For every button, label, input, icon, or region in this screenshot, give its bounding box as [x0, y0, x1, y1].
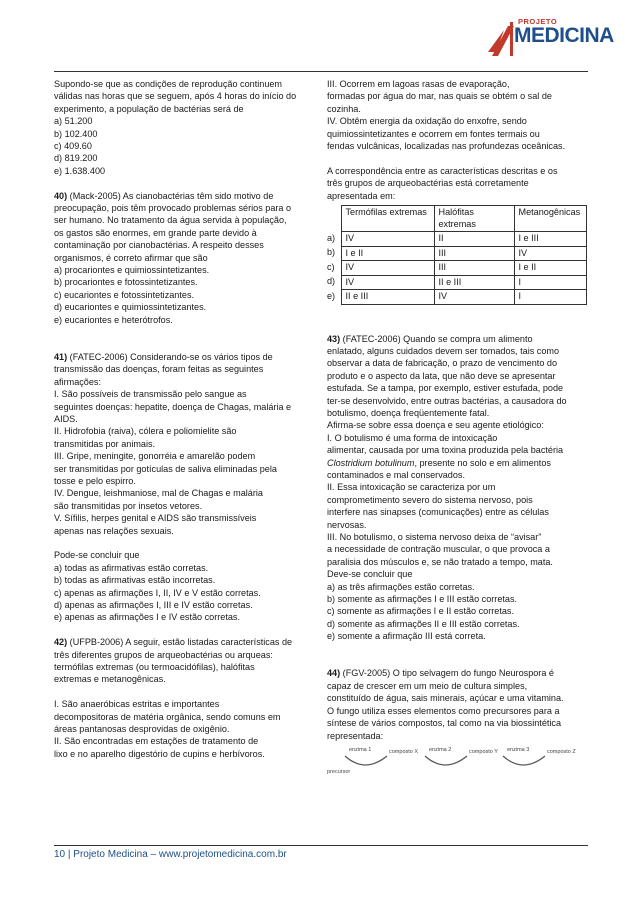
text-line: observar a data de fabricação, o prazo de vencimento do	[327, 358, 558, 369]
species-name: Clostridium botulinum	[327, 457, 415, 468]
left-column	[54, 78, 312, 760]
text-line: três grupos de arqueobactérias está corretamente	[327, 178, 529, 189]
blank-line	[54, 624, 312, 636]
text-line: b) somente as afirmações I e III estão corretas.	[327, 594, 518, 605]
text-line: lixo e no aparelho digestório de cupins e herbívoros.	[54, 748, 265, 759]
text-line: apenas nas relações sexuais.	[54, 525, 174, 536]
table-cell: II e III	[341, 290, 434, 305]
page-footer: 10 | Projeto Medicina – www.projetomedicina.com.br	[54, 849, 287, 860]
text-line: II. Hidrofobia (raiva), cólera e poliomielite são	[54, 426, 237, 437]
table-cell: I e II	[341, 246, 434, 261]
text-line: c) eucariontes e fotossintetizantes.	[54, 289, 195, 300]
text-line: comprometimento severo do sistema nervoso, pois	[327, 494, 533, 505]
text-line: tosse e pelo espirro.	[54, 475, 136, 486]
table-header-cell: Termófilas extremas	[341, 206, 434, 232]
text-line: alimentar, causada por uma toxina produzida pela bactéria	[327, 445, 564, 456]
table-cell: I e III	[514, 232, 586, 247]
right-top-text	[327, 78, 589, 202]
text-line: a) as três afirmações estão corretas.	[327, 581, 475, 592]
table-cell: III	[434, 261, 514, 276]
enzyme-1-arc	[345, 756, 387, 765]
text-line: são transmitidas por insetos vetores.	[54, 500, 203, 511]
projeto-medicina-logo	[484, 8, 614, 66]
question-heading: 44) (FGV-2005) O tipo selvagem do fungo Neurospora é	[327, 668, 554, 679]
question-number: 43)	[327, 333, 341, 344]
text-line: constituído de água, sais minerais, açúcar e uma vitamina.	[327, 693, 564, 704]
table-header-row	[327, 206, 586, 232]
text-line: preocupação, pois têm provocado problemas sérios para o	[54, 203, 292, 214]
text-line: representada:	[327, 730, 384, 741]
text-line: experimento, a população de bactérias será de	[54, 103, 244, 114]
table-cell: II e III	[434, 275, 514, 290]
text-line: IV. Dengue, leishmaniose, mal de Chagas e malária	[54, 488, 263, 499]
text-line: transmissão das doenças, foram feitas as seguintes	[54, 364, 264, 375]
text-line: apresentada em:	[327, 190, 396, 201]
table-cell: IV	[341, 261, 434, 276]
enzyme-2-arc	[425, 756, 467, 765]
biosynthetic-pathway-figure	[327, 744, 589, 776]
blank-line	[54, 326, 312, 338]
text-line: b) procariontes e fotossintetizantes.	[54, 277, 198, 288]
text-line: ser transmitidas por gotículas de saliva eliminadas pela	[54, 463, 277, 474]
table-cell: II	[434, 232, 514, 247]
text-line: V. Sífilis, herpes genital e AIDS são transmissíveis	[54, 513, 257, 524]
text-line: a) procariontes e quimiossintetizantes.	[54, 265, 210, 276]
text-line: e) 1.638.400	[54, 165, 106, 176]
text-line: e) somente a afirmação III está correta.	[327, 631, 486, 642]
right-column	[327, 78, 589, 776]
text-line: d) eucariontes e quimiossintetizantes.	[54, 302, 207, 313]
text-line: e) apenas as afirmações I e IV estão corretas.	[54, 612, 241, 623]
text-line: b) 102.400	[54, 128, 98, 139]
question-heading: 41) (FATEC-2006) Considerando-se os vários tipos de	[54, 351, 273, 362]
enzyme-2-label: enzima 2	[429, 746, 452, 753]
text-line: II. Essa intoxicação se caracteriza por um	[327, 482, 496, 493]
text-line: ter-se desenvolvido, entre outras bactérias, a causadora do	[327, 395, 567, 406]
text-line: os gastos são enormes, em grande parte devido à	[54, 227, 257, 238]
text-line: d) 819.200	[54, 153, 98, 164]
text-line: quimiossintetizantes e ocorrem em fontes termais ou	[327, 128, 540, 139]
text-line: decompositoras de matéria orgânica, sendo comuns em	[54, 711, 281, 722]
table-row	[327, 246, 586, 261]
blank-line	[54, 339, 312, 351]
table-row	[327, 232, 586, 247]
option-label: b)	[327, 247, 336, 258]
text-line: estufada. Se a tampa, por exemplo, estiver estufada, pode	[327, 383, 564, 394]
table-cell: III	[434, 246, 514, 261]
table-cell: I	[514, 290, 586, 305]
blank-line	[327, 643, 589, 655]
table-row	[327, 290, 586, 305]
option-label: c)	[327, 261, 335, 272]
footer-divider	[54, 845, 588, 846]
compound-y-label: composto Y	[469, 748, 498, 755]
right-bottom-text	[327, 333, 589, 742]
text-line: válidas nas horas que se seguem, após 4 horas do início do	[54, 91, 297, 102]
precursor-label: precursor	[327, 768, 351, 775]
enzyme-3-arc	[503, 756, 545, 765]
table-header-cell: Halófitas extremas	[434, 206, 514, 232]
text-line: ser humano. No tratamento da água servida à população,	[54, 215, 287, 226]
text-line: transmitidas por animais.	[54, 438, 156, 449]
text-line: I. São anaeróbicas estritas e importantes	[54, 699, 220, 710]
text-line: AIDS.	[54, 413, 78, 424]
text-line: e) eucariontes e heterótrofos.	[54, 314, 173, 325]
question-heading: 42) (UFPB-2006) A seguir, estão listadas características de	[54, 637, 293, 648]
text-line: d) apenas as afirmações I, III e IV estão corretas.	[54, 600, 253, 610]
text-line: organismos, é correto afirmar que são	[54, 252, 208, 263]
compound-x-label: composto X	[389, 748, 419, 755]
blank-line	[54, 177, 312, 189]
text-line: a) 51.200	[54, 116, 93, 127]
table-cell: IV	[341, 275, 434, 290]
table-cell: IV	[341, 232, 434, 247]
text-line: produto e o aspecto da lata, que não deve se apresentar	[327, 370, 556, 381]
text-line: Clostridium botulinum, presente no solo e em alimentos	[327, 457, 551, 468]
text-line: c) 409.60	[54, 141, 92, 152]
text-line: I. São possíveis de transmissão pelo sangue as	[54, 389, 247, 400]
option-label: a)	[327, 232, 336, 243]
text-line: paralisia dos músculos e, se não tratado a tempo, mata.	[327, 556, 553, 567]
compound-z-label: composto Z	[547, 748, 576, 755]
text-line: Pode-se concluir que	[54, 550, 140, 561]
text-line: d) somente as afirmações II e III estão corretas.	[327, 618, 520, 629]
question-number: 44)	[327, 668, 341, 679]
text-line: III. Ocorrem em lagoas rasas de evaporação,	[327, 79, 510, 89]
question-number: 42)	[54, 637, 68, 648]
text-line: IV. Obtêm energia da oxidação do enxofre, sendo	[327, 116, 527, 127]
text-line: II. São encontradas em estações de tratamento de	[54, 736, 259, 747]
table-cell: IV	[434, 290, 514, 305]
question-heading: 40) (Mack-2005) As cianobactérias têm sido motivo de	[54, 190, 274, 201]
text-line: síntese de vários compostos, tal como na via biossintética	[327, 718, 562, 729]
blank-line	[54, 686, 312, 698]
text-line: termófilas extremas (ou termoacidófilas), halófitas	[54, 662, 255, 673]
blank-line	[327, 655, 589, 667]
enzyme-3-label: enzima 3	[507, 746, 530, 753]
table-cell: IV	[514, 246, 586, 261]
text-line: extremas e metanogênicas.	[54, 674, 166, 685]
text-line: Supondo-se que as condições de reprodução continuem	[54, 79, 283, 89]
text-line: enlatado, alguns cuidados devem ser tomados, tais como	[327, 345, 560, 356]
text-line: fendas vulcânicas, localizadas nas profundezas oceânicas.	[327, 141, 566, 152]
enzyme-1-label: enzima 1	[349, 746, 372, 753]
text-line: nervosas.	[327, 519, 367, 530]
text-line: c) somente as afirmações I e II estão corretas.	[327, 606, 515, 617]
text-line: Afirma-se sobre essa doença e seu agente etiológico:	[327, 420, 544, 431]
spacer	[327, 305, 589, 333]
header-divider	[54, 71, 588, 72]
logo-top-text: PROJETO	[518, 17, 558, 26]
text-line: botulismo, doença freqüentemente fatal.	[327, 407, 490, 418]
text-line: III. No botulismo, o sistema nervoso deixa de “avisar”	[327, 532, 542, 543]
text-line: a) todas as afirmativas estão corretas.	[54, 562, 209, 573]
text-line: formadas por água do mar, nas quais se obtém o sal de	[327, 91, 552, 102]
archaebacteria-table	[327, 205, 587, 305]
table-row	[327, 261, 586, 276]
blank-line	[327, 152, 589, 164]
text-line: cozinha.	[327, 103, 361, 114]
table-header-cell: Metanogênicas	[514, 206, 586, 232]
blank-line	[54, 537, 312, 549]
table-row	[327, 275, 586, 290]
text-line: b) todas as afirmativas estão incorretas.	[54, 575, 216, 586]
pathway-diagram	[327, 744, 589, 776]
table-cell: I e II	[514, 261, 586, 276]
text-line: três diferentes grupos de arqueobactérias ou arqueas:	[54, 649, 273, 660]
text-line: a necessidade de contração muscular, o que provoca a	[327, 544, 550, 555]
option-label: e)	[327, 290, 336, 301]
text-line: Deve-se concluir que	[327, 569, 413, 580]
text-line: A correspondência entre as características descritas e os	[327, 165, 558, 176]
text-line: interfere nas sinapses (comunicações) entre as células	[327, 507, 549, 518]
text-line: O fungo utiliza esses elementos como precursores para a	[327, 705, 560, 716]
option-label: d)	[327, 276, 336, 287]
question-heading: 43) (FATEC-2006) Quando se compra um alimento	[327, 333, 533, 344]
question-number: 41)	[54, 351, 68, 362]
text-line: seguintes doenças: hepatite, doença de Chagas, malária e	[54, 401, 292, 412]
text-line: c) apenas as afirmações I, II, IV e V estão corretas.	[54, 587, 261, 598]
text-line: contaminados e mal conservados.	[327, 470, 465, 481]
text-line: capaz de crescer em um meio de cultura simples,	[327, 680, 528, 691]
table-cell: I	[514, 275, 586, 290]
text-line: afirmações:	[54, 376, 102, 387]
text-line: III. Gripe, meningite, gonorréia e amarelão podem	[54, 451, 256, 462]
text-line: áreas pantanosas desprovidas de oxigênio.	[54, 724, 230, 735]
text-line: contaminação por cianobactérias. A respeito desses	[54, 240, 264, 251]
question-number: 40)	[54, 190, 68, 201]
text-line: I. O botulismo é uma forma de intoxicação	[327, 432, 498, 443]
logo-main-text: MEDICINA	[514, 24, 614, 47]
